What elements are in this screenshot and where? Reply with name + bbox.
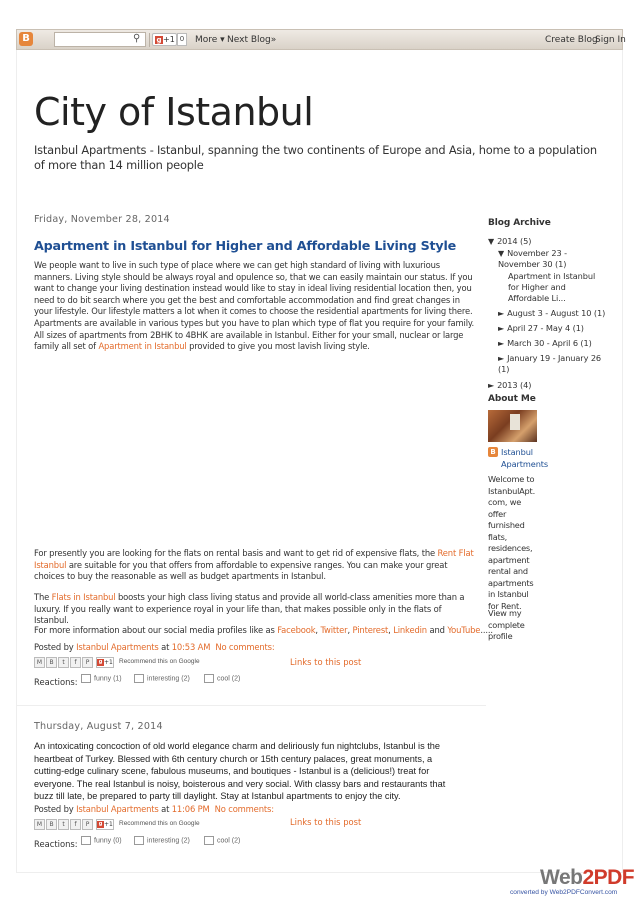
email-share-icon[interactable]: M xyxy=(34,657,45,668)
reaction-funny[interactable] xyxy=(81,836,122,845)
blog-archive-title: Blog Archive xyxy=(488,218,551,228)
gplus-share-button[interactable]: g +1 xyxy=(96,819,114,830)
post-text: For presently you are looking for the flats on rental basis and want to get rid of expensive flats, the xyxy=(34,548,438,558)
post-text: provided to give you most lavish living style. xyxy=(186,341,370,352)
archive-week-apr[interactable] xyxy=(498,323,608,334)
facebook-link[interactable]: Facebook xyxy=(277,625,316,635)
post-time-link[interactable]: 11:06 PM xyxy=(171,804,210,814)
linkedin-link[interactable]: Linkedin xyxy=(393,625,427,635)
web2pdf-logo xyxy=(540,866,634,890)
profile-name-link[interactable]: Istanbul Apartments xyxy=(501,447,549,469)
collapse-triangle-icon[interactable]: ► xyxy=(498,339,505,348)
reactions-label: Reactions: xyxy=(34,677,78,687)
post-text: boosts your high class living status and provide all world-class amenities more than a luxury. If you really want to experience royal in your life than, that makes possible only in the flats of Istanbul. xyxy=(34,592,465,626)
post-text: We people want to live in such type of place where we can get high standard of living with luxurious manners. Living style should be always royal and opulence so, that we can easily maintain our status. If you want to change your living destination instead would like to stay in ideal living residential location then, you need to do bit search where you get the best and comfortable accommodation and find great changes in your lifestyle. Our lifestyle matters a lot when it comes to choose the residential apartments for living there. Apartments are available in various types but you have to plan which type of flat you require for your family. All sizes of apartments from 2BHK to 4BHK are available in Istanbul. Either for your small, nuclear or large family all set of xyxy=(34,260,474,352)
youtube-link[interactable]: YouTube xyxy=(447,625,481,635)
archive-year-2014[interactable] xyxy=(488,236,531,247)
comments-link[interactable]: No comments: xyxy=(215,642,275,652)
next-blog-link[interactable]: Next Blog» xyxy=(227,35,277,45)
reaction-checkbox[interactable] xyxy=(134,836,144,845)
blogthis-share-icon[interactable]: B xyxy=(46,819,57,830)
gplus-share-button[interactable]: g +1 xyxy=(96,657,114,668)
collapse-triangle-icon[interactable]: ► xyxy=(498,309,505,318)
comments-link[interactable]: No comments: xyxy=(214,804,274,814)
post-text: are suitable for you that offers from affordable to expensive ranges. You can make your great choices to buy the reasonable as well as budget apartments in Istanbul. xyxy=(34,559,448,582)
post-footer xyxy=(34,804,274,814)
page-border-bottom xyxy=(16,872,623,873)
flats-in-istanbul-link[interactable]: Flats in Istanbul xyxy=(51,592,116,602)
gplus-label: +1 xyxy=(104,821,113,828)
post-separator xyxy=(16,705,486,706)
reaction-checkbox[interactable] xyxy=(81,674,91,683)
gplus-button[interactable]: g +1 xyxy=(152,33,177,46)
post-text: , xyxy=(347,625,353,635)
about-me-title: About Me xyxy=(488,394,536,404)
archive-link[interactable]: 2013 (4) xyxy=(497,380,532,390)
blogger-navbar xyxy=(16,29,626,50)
blogthis-share-icon[interactable]: B xyxy=(46,657,57,668)
post-time-link[interactable]: 10:53 AM xyxy=(171,642,211,652)
at-label: at xyxy=(158,642,172,652)
web2pdf-logo-pdf: 2PDF xyxy=(582,866,635,889)
reaction-checkbox[interactable] xyxy=(134,674,144,683)
blogger-logo-icon[interactable]: B xyxy=(19,32,33,46)
posted-by-label: Posted by xyxy=(34,804,77,814)
collapse-triangle-icon[interactable]: ► xyxy=(488,381,495,390)
search-icon[interactable]: ⚲ xyxy=(133,33,141,44)
reaction-cool[interactable] xyxy=(204,674,240,683)
reaction-label: interesting (2) xyxy=(147,837,190,845)
post-text: For more information about our social media profiles like as xyxy=(34,625,278,635)
photo-window xyxy=(510,414,520,430)
expand-triangle-icon[interactable]: ▼ xyxy=(488,237,495,246)
pinterest-link[interactable]: Pinterest xyxy=(352,625,389,635)
page-border-right xyxy=(622,50,623,873)
expand-triangle-icon[interactable]: ▼ xyxy=(498,249,505,258)
archive-year-2013[interactable] xyxy=(488,380,531,391)
posted-by-label: Posted by xyxy=(34,642,77,652)
archive-link[interactable]: November 23 - November 30 (1) xyxy=(498,248,567,269)
archive-link[interactable]: 2014 (5) xyxy=(497,236,532,246)
navbar-divider xyxy=(149,33,150,47)
blog-title[interactable]: City of Istanbul xyxy=(34,90,314,134)
archive-link[interactable]: March 30 - April 6 (1) xyxy=(507,338,592,348)
author-link[interactable]: Istanbul Apartments xyxy=(76,642,159,652)
reaction-label: funny (0) xyxy=(94,837,122,845)
blogger-profile-icon: B xyxy=(488,447,498,457)
reaction-label: interesting (2) xyxy=(147,675,190,683)
reaction-checkbox[interactable] xyxy=(204,674,214,683)
recommend-text: Recommend this on Google xyxy=(119,820,200,827)
twitter-share-icon[interactable]: t xyxy=(58,819,69,830)
archive-link[interactable]: Apartment in Istanbul for Higher and Affordable Li... xyxy=(508,271,596,303)
view-profile-link[interactable]: View my complete profile xyxy=(488,608,525,641)
blog-description: Istanbul Apartments - Istanbul, spanning the two continents of Europe and Asia, home to a population of more than 14 million people xyxy=(34,143,597,172)
web2pdf-logo-web: Web xyxy=(540,866,583,889)
post-footer xyxy=(34,642,275,652)
links-to-post[interactable]: Links to this post xyxy=(290,817,362,827)
archive-week-nov[interactable] xyxy=(498,248,608,270)
reaction-label: funny (1) xyxy=(94,675,122,683)
twitter-share-icon[interactable]: t xyxy=(58,657,69,668)
post-text: ..... xyxy=(480,625,493,635)
archive-link[interactable]: April 27 - May 4 (1) xyxy=(507,323,584,333)
rent-flat-istanbul-link[interactable]: Rent Flat Istanbul xyxy=(34,548,474,570)
post-paragraph xyxy=(34,592,474,627)
pinterest-share-icon[interactable]: P xyxy=(82,819,93,830)
gplus-label: +1 xyxy=(163,35,175,44)
gplus-label: +1 xyxy=(104,659,113,666)
post-paragraph: An intoxicating concoction of old world elegance charm and deliriously fun nightclubs, Istanbul is the heartbeat of Turkey. Blessed with 6th century church or 15th century palaces, great monuments, a cutting-edge culinary scene, fabulous museums, and boutiques - Istanbul is a (delicious!) treat for everyone. The real Istanbul is noisy, boisterous and very social. With classy bars and restaurants that buzz till late, be prepared to party till daylight. Stay at Istanbul apartments to enjoy the city. xyxy=(34,741,446,801)
reaction-checkbox[interactable] xyxy=(81,836,91,845)
author-link[interactable]: Istanbul Apartments xyxy=(76,804,159,814)
sign-in-link[interactable]: Sign In xyxy=(595,35,626,45)
apartment-in-istanbul-link[interactable]: Apartment in Istanbul xyxy=(98,341,187,352)
post-paragraph xyxy=(34,548,474,583)
twitter-link[interactable]: Twitter xyxy=(320,625,348,635)
archive-week-aug[interactable] xyxy=(498,308,608,319)
collapse-triangle-icon[interactable]: ► xyxy=(498,354,505,363)
page-border-left xyxy=(16,50,17,873)
more-menu[interactable]: More ▾ xyxy=(195,35,225,45)
reaction-funny[interactable] xyxy=(81,674,122,683)
post-title[interactable]: Apartment in Istanbul for Higher and Affordable Living Style xyxy=(34,238,457,253)
archive-post-link[interactable] xyxy=(508,271,608,304)
reaction-checkbox[interactable] xyxy=(204,836,214,845)
post-text: , xyxy=(315,625,321,635)
reaction-interesting[interactable] xyxy=(134,836,190,845)
links-to-post[interactable]: Links to this post xyxy=(290,657,362,667)
email-share-icon[interactable]: M xyxy=(34,819,45,830)
archive-week-mar[interactable] xyxy=(498,338,608,349)
post-paragraph xyxy=(34,625,494,637)
post-date: Friday, November 28, 2014 xyxy=(34,214,170,225)
archive-week-jan[interactable] xyxy=(498,353,608,375)
facebook-share-icon[interactable]: f xyxy=(70,819,81,830)
reaction-interesting[interactable] xyxy=(134,674,190,683)
post-date: Thursday, August 7, 2014 xyxy=(34,721,163,732)
post-paragraph xyxy=(34,260,474,353)
reaction-label: cool (2) xyxy=(217,837,241,845)
facebook-share-icon[interactable]: f xyxy=(70,657,81,668)
archive-link[interactable]: January 19 - January 26 (1) xyxy=(498,353,602,374)
post-text: and xyxy=(426,625,448,635)
gplus-count: 0 xyxy=(177,33,187,46)
about-description: Welcome to IstanbulApt. com, we offer furnished flats, residences, apartment rental and apartments in Istanbul for Rent. xyxy=(488,474,535,611)
reaction-label: cool (2) xyxy=(217,675,241,683)
recommend-text: Recommend this on Google xyxy=(119,658,200,665)
post-text: , xyxy=(388,625,394,635)
reaction-cool[interactable] xyxy=(204,836,240,845)
archive-link[interactable]: August 3 - August 10 (1) xyxy=(507,308,606,318)
at-label: at xyxy=(158,804,172,814)
create-blog-link[interactable]: Create Blog xyxy=(545,35,598,45)
pinterest-share-icon[interactable]: P xyxy=(82,657,93,668)
collapse-triangle-icon[interactable]: ► xyxy=(498,324,505,333)
post-text: The xyxy=(34,592,52,602)
web2pdf-credit-link[interactable]: converted by Web2PDFConvert.com xyxy=(510,889,618,896)
profile-photo[interactable] xyxy=(488,410,537,442)
reactions-label: Reactions: xyxy=(34,839,78,849)
